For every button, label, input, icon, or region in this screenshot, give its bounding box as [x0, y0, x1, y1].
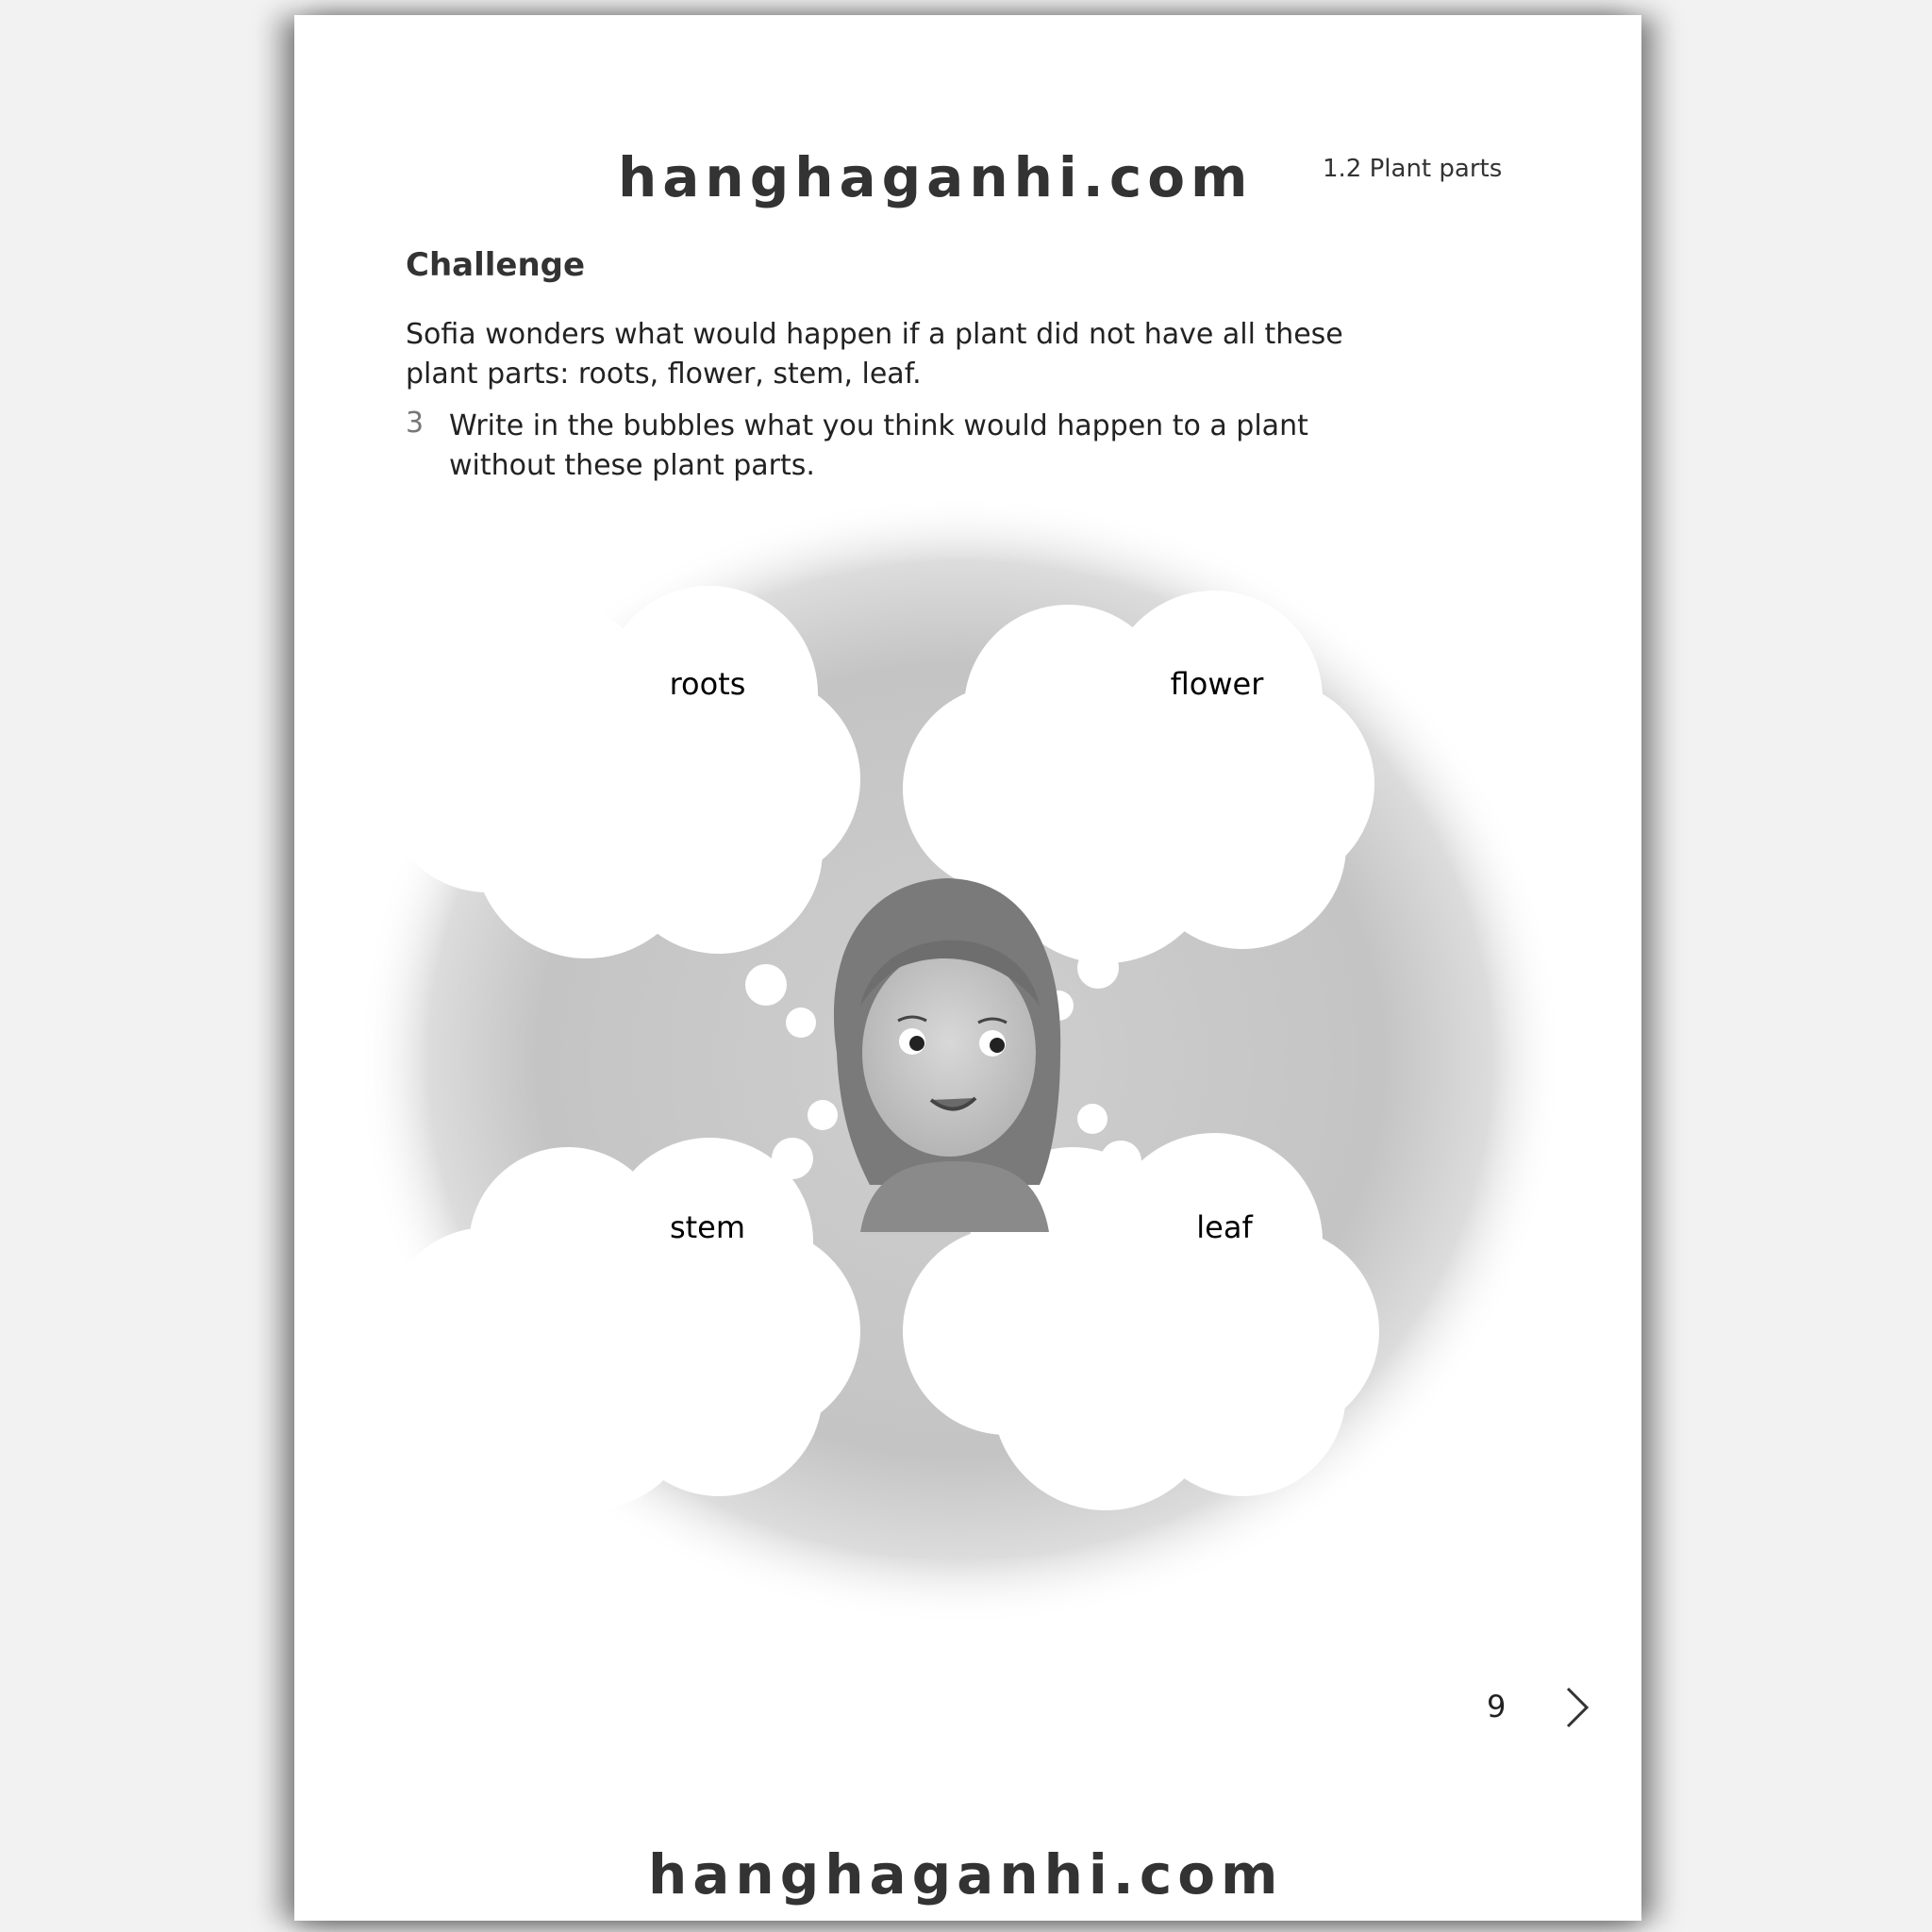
- bubble-label-leaf: leaf: [1196, 1209, 1253, 1245]
- challenge-intro: Sofia wonders what would happen if a plant did not have all these plant parts: roots, flower, stem, leaf.: [406, 318, 1343, 391]
- bubble-label-stem: stem: [669, 1209, 746, 1245]
- question-number: 3: [406, 407, 425, 440]
- page-number: 9: [1487, 1689, 1507, 1724]
- bubble-label-flower: flower: [1170, 666, 1264, 702]
- challenge-heading: Challenge: [406, 246, 586, 284]
- thought-bubble-illustration: [294, 15, 1641, 1921]
- section-reference: 1.2 Plant parts: [1323, 155, 1503, 183]
- chevron-right-icon[interactable]: [1558, 1685, 1596, 1730]
- bubble-label-roots: roots: [669, 666, 746, 702]
- question-text: Write in the bubbles what you think would happen to a plant without these plant parts.: [449, 409, 1308, 482]
- sofia-girl-illustration: [834, 878, 1060, 1232]
- watermark-bottom: hanghaganhi.com: [648, 1842, 1284, 1907]
- workbook-page: [294, 15, 1641, 1921]
- watermark-top: hanghaganhi.com: [618, 145, 1254, 209]
